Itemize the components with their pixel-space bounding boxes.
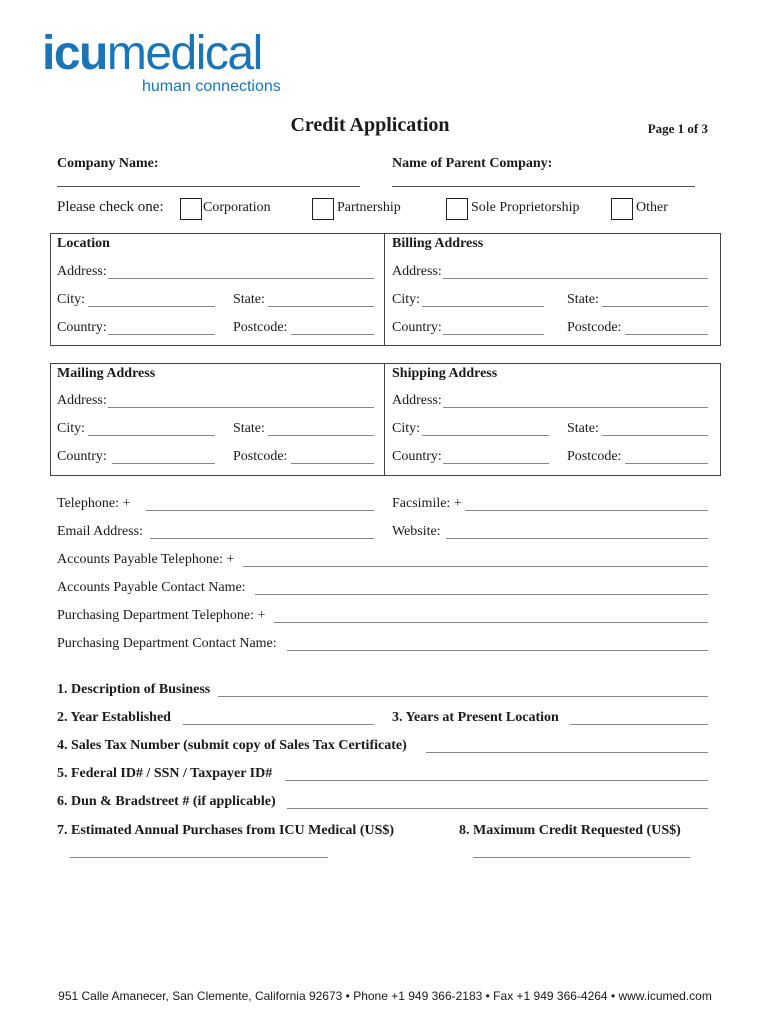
annual-purchases-label: 7. Estimated Annual Purchases from ICU Medical (US$): [57, 823, 395, 838]
shipping-country-field[interactable]: [443, 463, 549, 464]
mailing-title: Mailing Address: [57, 366, 156, 381]
pd-contact-label: Purchasing Department Contact Name:: [57, 636, 277, 651]
telephone-label: Telephone: +: [57, 496, 131, 511]
ap-contact-label: Accounts Payable Contact Name:: [57, 580, 246, 595]
fax-label: Facsimile: +: [392, 496, 462, 511]
ap-contact-field[interactable]: [255, 594, 708, 595]
shipping-city-label: City:: [392, 421, 421, 436]
years-at-location-field[interactable]: [570, 724, 708, 725]
partnership-checkbox[interactable]: [312, 198, 334, 220]
fax-field[interactable]: [465, 510, 708, 511]
website-label: Website:: [392, 524, 441, 539]
mailing-country-field[interactable]: [112, 463, 215, 464]
mailing-city-label: City:: [57, 421, 86, 436]
footer-contact: 951 Calle Amanecer, San Clemente, California 92673 • Phone +1 949 366-2183 • Fax +1 949 366-4264 • www.icumed.com: [58, 989, 712, 1003]
shipping-postcode-label: Postcode:: [567, 449, 622, 464]
parent-company-label: Name of Parent Company:: [392, 156, 553, 171]
shipping-address-label: Address:: [392, 393, 442, 408]
shipping-postcode-field[interactable]: [625, 463, 708, 464]
annual-purchases-field[interactable]: [70, 857, 328, 858]
check-one-prompt: Please check one:: [57, 199, 164, 215]
billing-postcode-label: Postcode:: [567, 320, 622, 335]
federal-id-label: 5. Federal ID# / SSN / Taxpayer ID#: [57, 766, 273, 781]
years-at-location-label: 3. Years at Present Location: [392, 710, 559, 725]
year-established-label: 2. Year Established: [57, 710, 171, 725]
max-credit-field[interactable]: [473, 857, 690, 858]
billing-title: Billing Address: [392, 236, 484, 251]
location-address-field[interactable]: [108, 278, 374, 279]
location-city-label: City:: [57, 292, 86, 307]
company-name-field[interactable]: [57, 186, 360, 187]
pd-telephone-label: Purchasing Department Telephone: +: [57, 608, 266, 623]
parent-company-field[interactable]: [392, 186, 695, 187]
sole-proprietorship-checkbox[interactable]: [446, 198, 468, 220]
logo-tagline: human connections: [142, 78, 281, 95]
location-title: Location: [57, 236, 110, 251]
pd-contact-field[interactable]: [287, 650, 708, 651]
location-state-label: State:: [233, 292, 265, 307]
company-name-label: Company Name:: [57, 156, 159, 171]
other-label: Other: [636, 200, 668, 215]
sole-proprietorship-label: Sole Proprietorship: [471, 200, 580, 215]
logo-light-text: medical: [106, 27, 262, 80]
telephone-field[interactable]: [146, 510, 374, 511]
billing-country-field[interactable]: [443, 334, 544, 335]
shipping-state-field[interactable]: [602, 435, 708, 436]
email-label: Email Address:: [57, 524, 143, 539]
shipping-title: Shipping Address: [392, 366, 498, 381]
year-established-field[interactable]: [183, 724, 374, 725]
other-checkbox[interactable]: [611, 198, 633, 220]
company-logo: [42, 26, 262, 82]
mailing-city-field[interactable]: [88, 435, 215, 436]
location-country-field[interactable]: [108, 334, 215, 335]
shipping-city-field[interactable]: [422, 435, 549, 436]
billing-address-field[interactable]: [443, 278, 708, 279]
shipping-state-label: State:: [567, 421, 599, 436]
location-state-field[interactable]: [268, 306, 374, 307]
website-field[interactable]: [446, 538, 708, 539]
mailing-state-field[interactable]: [268, 435, 374, 436]
mailing-postcode-field[interactable]: [291, 463, 374, 464]
billing-country-label: Country:: [392, 320, 442, 335]
ap-telephone-field[interactable]: [243, 566, 708, 567]
panel-divider: [384, 363, 385, 475]
location-postcode-label: Postcode:: [233, 320, 288, 335]
email-field[interactable]: [150, 538, 374, 539]
sales-tax-field[interactable]: [426, 752, 708, 753]
mailing-address-label: Address:: [57, 393, 107, 408]
federal-id-field[interactable]: [285, 780, 708, 781]
billing-address-label: Address:: [392, 264, 442, 279]
logo-bold-text: icu: [42, 27, 107, 80]
pd-telephone-field[interactable]: [274, 622, 708, 623]
billing-city-field[interactable]: [422, 306, 544, 307]
corporation-label: Corporation: [203, 200, 271, 215]
page-number: Page 1 of 3: [647, 121, 708, 136]
max-credit-label: 8. Maximum Credit Requested (US$): [459, 823, 681, 838]
mailing-state-label: State:: [233, 421, 265, 436]
shipping-country-label: Country:: [392, 449, 442, 464]
partnership-label: Partnership: [337, 200, 401, 215]
billing-city-label: City:: [392, 292, 421, 307]
corporation-checkbox[interactable]: [180, 198, 202, 220]
billing-state-label: State:: [567, 292, 599, 307]
billing-postcode-field[interactable]: [625, 334, 708, 335]
location-city-field[interactable]: [88, 306, 215, 307]
ap-telephone-label: Accounts Payable Telephone: +: [57, 552, 235, 567]
shipping-address-field[interactable]: [443, 407, 708, 408]
business-description-label: 1. Description of Business: [57, 682, 211, 697]
location-postcode-field[interactable]: [291, 334, 374, 335]
mailing-country-label: Country:: [57, 449, 107, 464]
mailing-address-field[interactable]: [108, 407, 374, 408]
mailing-postcode-label: Postcode:: [233, 449, 288, 464]
billing-state-field[interactable]: [602, 306, 708, 307]
page-title: Credit Application: [290, 114, 450, 136]
sales-tax-label: 4. Sales Tax Number (submit copy of Sales Tax Certificate): [57, 738, 407, 753]
location-country-label: Country:: [57, 320, 107, 335]
panel-divider: [384, 233, 385, 345]
business-description-field[interactable]: [218, 696, 708, 697]
location-address-label: Address:: [57, 264, 107, 279]
dun-bradstreet-field[interactable]: [287, 808, 708, 809]
dun-bradstreet-label: 6. Dun & Bradstreet # (if applicable): [57, 794, 276, 809]
